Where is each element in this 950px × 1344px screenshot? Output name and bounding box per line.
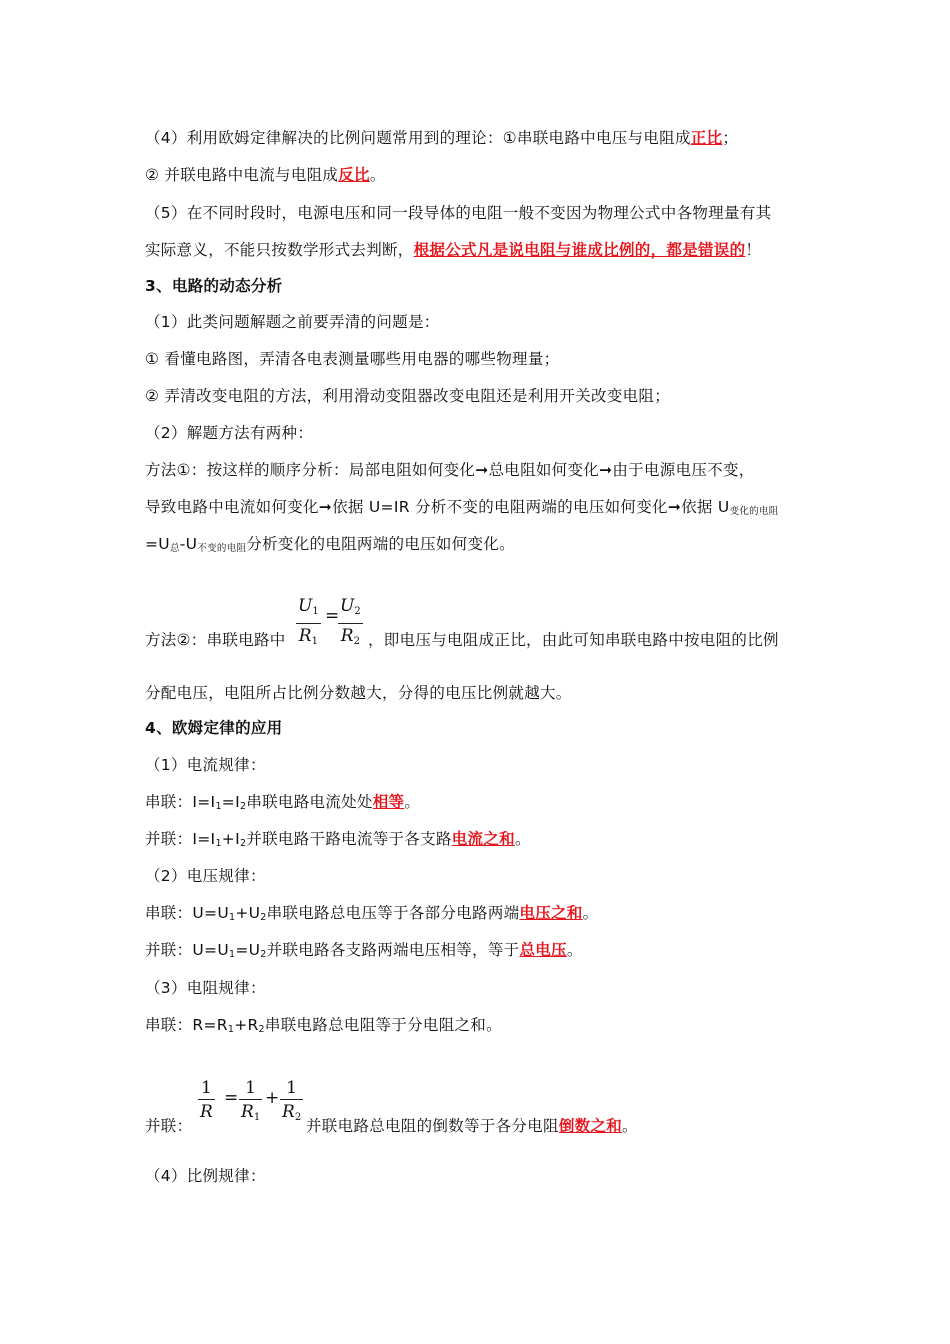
fraction-1-r: $\frac{1}{R}$ [200,1078,213,1122]
method1-line3 [145,534,515,554]
sub-heading-3-1: （1）此类问题解题之前要弄清的问题是： [145,313,440,331]
text: （4）利用欧姆定律解决的比例问题常用到的理论：①串联电路中电压与电阻成 [145,129,691,147]
text: 分析变化的电阻两端的电压如何变化。 [246,535,515,553]
highlight-current-sum: 电流之和 [451,830,515,848]
current-parallel-line: 并联：$I=I_1+I_2$并联电路干路电流等于各支路电流之和。 [145,830,531,849]
voltage-parallel-line: 并联：$U=U_1=U_2$并联电路各支路两端电压相等，等于总电压。 [145,941,583,960]
subscript: 总 [169,543,180,554]
fraction-u1-r1: $\frac{U1}{R1}$ [298,596,319,647]
highlight-warning: 根据公式凡是说电阻与谁成比例的，都是错误的 [413,241,746,259]
current-series-line: 串联：$I=I_1=I_2$串联电路电流处处相等。 [145,793,421,812]
resistance-parallel-pre: 并联： [145,1117,193,1135]
subscript: 不变的电阻 [197,543,247,554]
list-item-3-1a: ① 看懂电路图，弄清各电表测量哪些用电器的哪些物理量； [145,350,560,368]
list-item-3-1b: ② 弄清改变电阻的方法，利用滑动变阻器改变电阻还是利用开关改变电阻； [145,387,671,405]
highlight-direct-ratio: 正比 [690,129,723,147]
text: 。 [369,166,386,184]
text: ； [722,129,739,147]
highlight-reciprocal-sum: 倒数之和 [558,1117,623,1135]
method1-line2 [145,497,779,517]
highlight-total-voltage: 总电压 [519,941,567,959]
plus-sign: + [265,1088,280,1108]
parallel-ratio-line [145,165,386,185]
resistance-series-line: 串联：$R=R_1+R_2$串联电路总电阻等于分电阻之和。 [145,1016,502,1035]
sub-heading-3-2: （2）解题方法有两种： [145,424,314,442]
section-heading-3: 3、电路的动态分析 [145,277,283,295]
voltage-rule-heading: （2）电压规律： [145,867,266,885]
text: 实际意义，不能只按数学形式去判断， [145,241,414,259]
highlight-equal: 相等 [372,793,405,811]
text: ② 并联电路中电流与电阻成 [145,166,339,184]
subscript: 变化的电阻 [729,506,779,517]
highlight-voltage-sum: 电压之和 [519,904,583,922]
method2-post: ，即电压与电阻成正比，由此可知串联电路中按电阻的比例 [368,631,779,649]
note-5-line2 [145,240,761,260]
highlight-inverse-ratio: 反比 [338,166,370,184]
method2-pre: 方法②：串联电路中 [145,631,286,649]
text: =U [145,535,170,553]
resistance-rule-heading: （3）电阻规律： [145,979,266,997]
text: -U [179,535,198,553]
equals-sign: = [325,606,340,626]
equals-sign: = [224,1088,239,1108]
note-5-line1: （5）在不同时段时，电源电压和同一段导体的电阻一般不变因为物理公式中各物理量有其 [145,204,772,222]
ratio-theory-line [145,128,738,148]
proportion-rule-heading: （4）比例规律： [145,1167,266,1185]
method2-line2: 分配电压，电阻所占比例分数越大，分得的电压比例就越大。 [145,684,572,702]
resistance-parallel-line: 并联电路总电阻的倒数等于各分电阻倒数之和。 [306,1117,638,1135]
fraction-u2-r2: $\frac{U2}{R2}$ [340,596,361,647]
fraction-1-r1: $\frac{1}{R1}$ [241,1078,261,1123]
current-rule-heading: （1）电流规律： [145,756,266,774]
voltage-series-line: 串联：$U=U_1+U_2$串联电路总电压等于各部分电路两端电压之和。 [145,904,599,923]
fraction-1-r2: $\frac{1}{R2}$ [282,1078,302,1123]
text: ！ [745,241,762,259]
method1-line1: 方法①：按这样的顺序分析：局部电阻如何变化➞总电阻如何变化➞由于电源电压不变， [145,461,755,479]
section-heading-4: 4、欧姆定律的应用 [145,719,283,737]
text: 导致电路中电流如何变化➞依据 U=IR 分析不变的电阻两端的电压如何变化➞依据 U [145,498,730,516]
